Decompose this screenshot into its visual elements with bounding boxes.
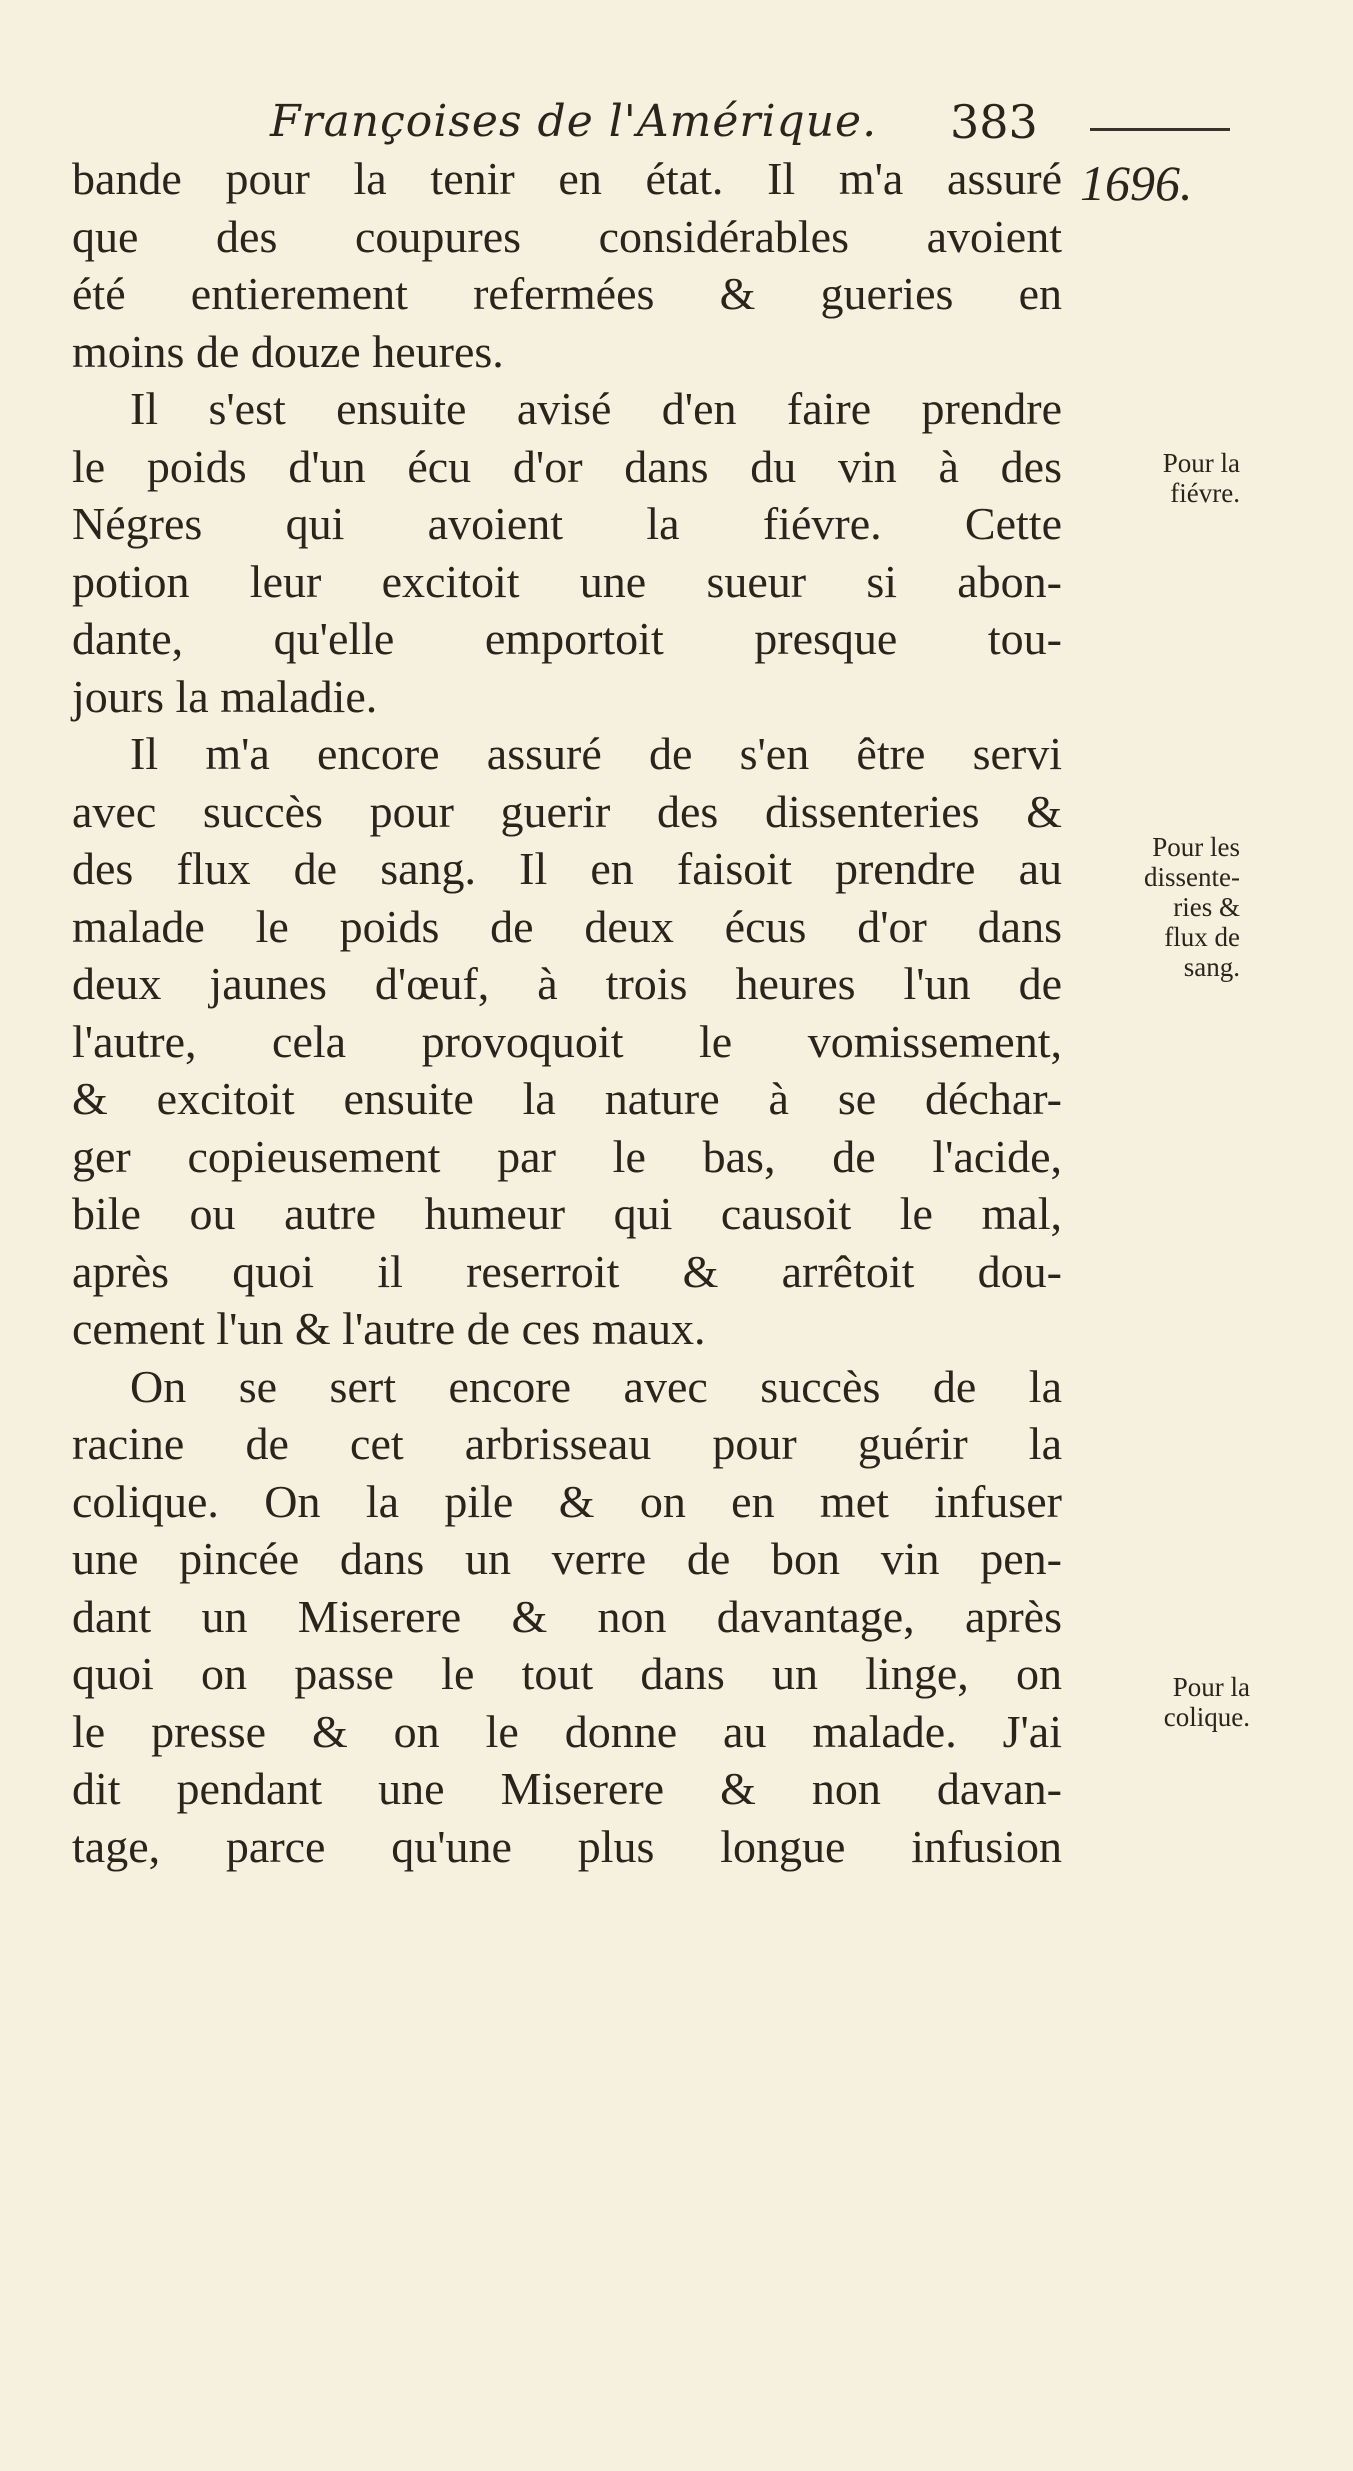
margin-note-fievre	[1080, 448, 1240, 508]
text-line: jours la maladie.	[72, 670, 378, 722]
text-line: & excitoit ensuite la nature à se déchar-	[72, 1073, 1062, 1124]
header-rule	[1090, 128, 1230, 131]
text-line: potion leur excitoit une sueur si abon-	[72, 555, 1062, 607]
margin-note-line: sang.	[1183, 952, 1240, 982]
text-line: On se sert encore avec succès de la	[130, 1360, 1062, 1412]
text-line: Il m'a encore assuré de s'en être servi	[130, 728, 1062, 779]
text-line: Il s'est ensuite avisé d'en faire prendre	[130, 383, 1062, 434]
page-number: 383	[950, 95, 1038, 149]
year-note: 1696.	[1080, 155, 1193, 211]
text-line: racine de cet arbrisseau pour guérir la	[72, 1418, 1062, 1469]
text-line: l'autre, cela provoquoit le vomissement,	[72, 1015, 1062, 1067]
margin-note-line: Pour la	[1172, 1672, 1250, 1702]
text-line: tage, parce qu'une plus longue infusion	[72, 1820, 1062, 1872]
margin-note-line: Pour la	[1162, 448, 1240, 478]
text-line: que des coupures considérables avoient	[72, 210, 1062, 262]
body-text	[72, 150, 1062, 1875]
text-line: le poids d'un écu d'or dans du vin à des	[72, 440, 1062, 492]
margin-note-colique	[1100, 1672, 1250, 1732]
margin-note-line: flux de	[1164, 922, 1240, 952]
margin-note-line: fiévre.	[1170, 478, 1240, 508]
text-line: malade le poids de deux écus d'or dans	[72, 900, 1062, 952]
text-line: le presse & on le donne au malade. J'ai	[72, 1705, 1062, 1757]
text-line: après quoi il reserroit & arrêtoit dou-	[72, 1245, 1062, 1297]
text-line: dit pendant une Miserere & non davan-	[72, 1763, 1062, 1814]
margin-note-line: dissente-	[1144, 862, 1240, 892]
margin-note-line: Pour les	[1152, 832, 1240, 862]
margin-note-dissenteries	[1080, 832, 1240, 982]
text-line: moins de douze heures.	[72, 325, 504, 377]
running-header	[270, 92, 1050, 152]
text-line: colique. On la pile & on en met infuser	[72, 1475, 1062, 1527]
margin-note-line: colique.	[1163, 1702, 1250, 1732]
text-line: une pincée dans un verre de bon vin pen-	[72, 1533, 1062, 1584]
text-line: ger copieusement par le bas, de l'acide,	[72, 1130, 1062, 1182]
text-line: avec succès pour guerir des dissenteries &	[72, 785, 1062, 837]
text-line: bile ou autre humeur qui causoit le mal,	[72, 1188, 1062, 1239]
margin-note-line: ries &	[1173, 892, 1240, 922]
text-line: cement l'un & l'autre de ces maux.	[72, 1303, 706, 1354]
text-line: quoi on passe le tout dans un linge, on	[72, 1648, 1062, 1699]
text-line: Négres qui avoient la fiévre. Cette	[72, 498, 1062, 549]
header-title: Françoises de l'Amérique.	[270, 96, 878, 147]
text-line: dant un Miserere & non davantage, après	[72, 1590, 1062, 1642]
text-line: été entierement refermées & gueries en	[72, 268, 1062, 319]
text-line: deux jaunes d'œuf, à trois heures l'un de	[72, 958, 1062, 1009]
text-line: des flux de sang. Il en faisoit prendre au	[72, 843, 1062, 894]
text-line: bande pour la tenir en état. Il m'a assuré	[72, 153, 1062, 204]
text-line: dante, qu'elle emportoit presque tou-	[72, 613, 1062, 664]
